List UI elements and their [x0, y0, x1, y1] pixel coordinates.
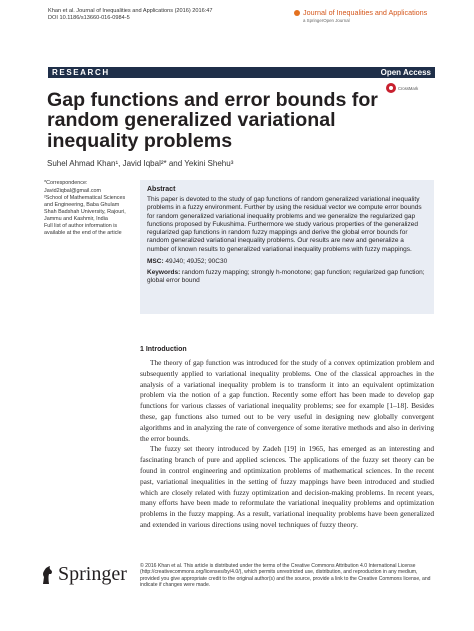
journal-subtitle: a SpringerOpen Journal [303, 18, 350, 23]
citation-header [48, 8, 213, 22]
section-heading-introduction: 1 Introduction [140, 346, 187, 353]
keywords-label: Keywords: [147, 269, 181, 277]
author-info-note: Full list of author information is available at the end of the article [44, 223, 122, 236]
springer-horse-icon [40, 565, 54, 585]
open-access-label: Open Access [380, 68, 431, 77]
msc-line [147, 258, 427, 265]
publisher-name: Springer [58, 563, 127, 585]
paragraph: The theory of gap function was introduced for the study of a convex optimization problem and subsequently applied to variational inequality problems. One of the classical approaches in the analysis of a variational inequality problem is to transform it into an equivalent optimization problem via the notion of a gap function. Recently some effort has been made to develop gap functions for various classes of variational inequality problems; see for example [1–18]. Besides these, gap functions also turned out to be very useful in designing new globally convergent algorithms and in analyzing the rate of convergence of some iterative methods and also in deriving the error bounds. [140, 358, 434, 443]
affiliation-block [44, 180, 130, 238]
article-type-banner [48, 67, 435, 78]
abstract-heading: Abstract [147, 186, 176, 193]
msc-label: MSC: [147, 258, 164, 266]
journal-logo[interactable] [294, 8, 434, 23]
abstract-box [140, 180, 434, 314]
paragraph: The fuzzy set theory introduced by Zadeh [19] in 1965, has emerged as an interesting and fascinating branch of pure and applied sciences. The applications of the fuzzy set theory can be found in control engineering and optimization problems of mathematical sciences. In the recent past, variational inequalities in the setting of fuzzy mappings have been introduced and studied which are closely related with fuzzy optimization and decision-making problems. In recent years, many efforts have been made to reformulate the variational inequality problems and optimization problems in the fuzzy mapping. As a result, variational inequality problems have been generalized and extended in various directions using novel techniques of fuzzy theory. [140, 444, 434, 529]
crossmark-label: CrossMark [398, 85, 419, 91]
keywords-line [147, 269, 427, 286]
springeropen-icon [294, 10, 300, 16]
abstract-text: This paper is devoted to the study of gap functions of random generalized variational inequality problems in a fuzzy environment. Further by using the residual vector we compute error bounds for random generalized variational inequality problems and we generalize the regularized gap functions proposed by Fukushima. Furthermore we study various properties of the generalized regularized gap functions in random fuzzy mappings and derive the global error bounds for random generalized variational inequality problems. Our results are new and generalize a number of known results to generalized variational inequality problems with fuzzy mappings. [147, 196, 422, 253]
citation-line: Khan et al. Journal of Inequalities and Applications (2016) 2016:47 [48, 8, 213, 14]
springer-logo[interactable] [40, 563, 127, 586]
crossmark-button[interactable] [386, 83, 418, 93]
doi-line[interactable]: DOI 10.1186/s13660-016-0984-5 [48, 15, 130, 22]
affiliation-address: ²School of Mathematical Sciences and Engineering, Baba Ghulam Shah Badshah University, Rajouri, Jammu and Kashmir, India [44, 195, 126, 222]
correspondence-email[interactable]: Javid2iqbal@gmail.com [44, 187, 102, 194]
article-type-label: RESEARCH [52, 68, 110, 77]
keywords-value: random fuzzy mapping; strongly h-monotone; gap function; regularized gap function; global error bound [147, 269, 425, 285]
journal-name: Journal of Inequalities and Applications [303, 8, 428, 17]
paper-title: Gap functions and error bounds for random generalized variational inequality problems [47, 89, 378, 152]
msc-value: 49J40; 49J52; 90C30 [165, 258, 228, 266]
introduction-body [140, 358, 434, 531]
author-list: Suhel Ahmad Khan¹, Javid Iqbal²* and Yekini Shehu³ [47, 159, 234, 168]
correspondence-label: *Correspondence: [44, 180, 88, 186]
crossmark-icon [386, 83, 396, 93]
license-text: © 2016 Khan et al. This article is distributed under the terms of the Creative Commons Attribution 4.0 International License (http://creativecommons.org/licenses/by/4.0/), which permits unrestricted use, distribution, and reproduction in any medium, provided you give appropriate credit to the original author(s) and the source, provide a link to the Creative Commons license, and indicate if changes were made. [140, 563, 431, 588]
